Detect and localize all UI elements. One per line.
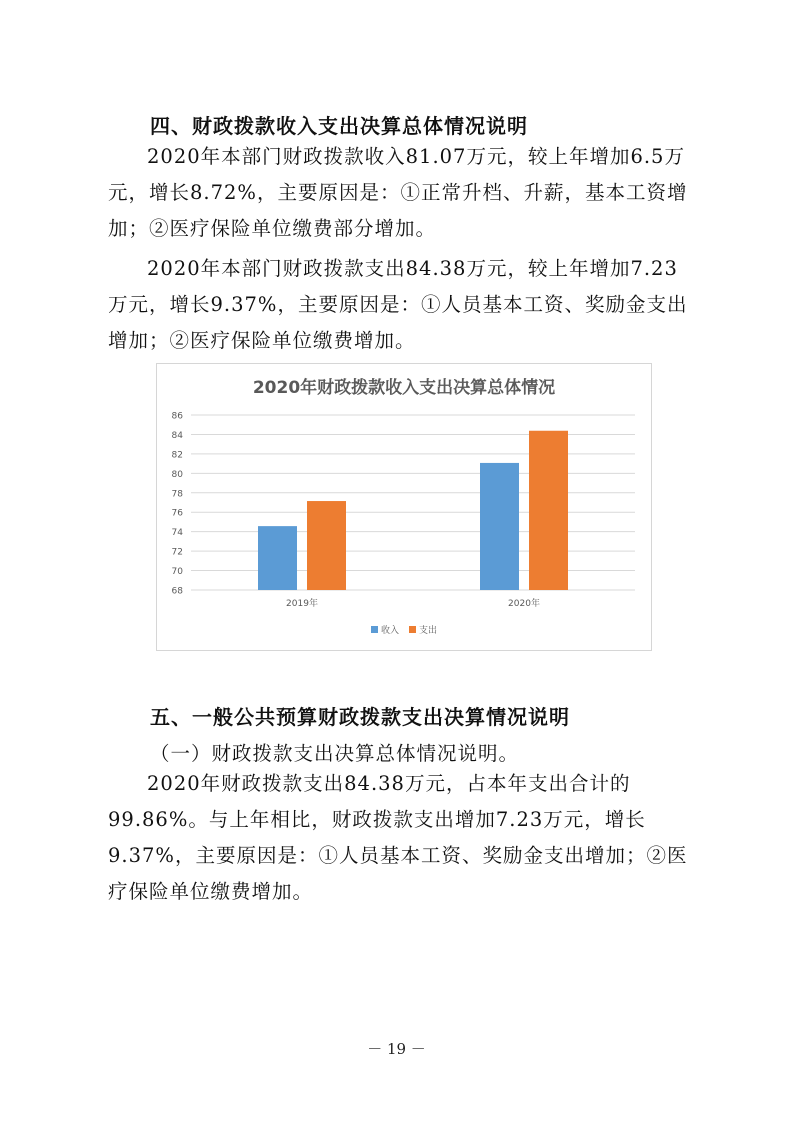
- section5-subheading: （一）财政拨款支出决算总体情况说明。: [150, 742, 520, 765]
- bar-chart: [157, 364, 651, 650]
- bar-支出-2020年: [529, 431, 568, 590]
- bar-支出-2019年: [307, 501, 346, 590]
- chart-bars: [258, 431, 568, 590]
- legend-label: 收入: [381, 626, 400, 636]
- section4-paragraph-expense: 2020年本部门财政拨款支出84.38万元，较上年增加7.23万元，增长9.37%，主要原因是：①人员基本工资、奖励金支出增加；②医疗保险单位缴费增加。: [108, 257, 688, 352]
- chart-title: 2020年财政拨款收入支出决算总体情况: [252, 378, 556, 398]
- y-tick-label: 78: [171, 489, 183, 500]
- chart-container: [156, 363, 652, 651]
- y-tick-label: 80: [171, 469, 183, 480]
- section4-paragraph-income: 2020年本部门财政拨款收入81.07万元，较上年增加6.5万元，增长8.72%，主要原因是：①正常升档、升薪，基本工资增加；②医疗保险单位缴费部分增加。: [108, 145, 688, 240]
- y-tick-label: 68: [171, 586, 183, 597]
- y-tick-label: 70: [171, 567, 183, 578]
- y-tick-label: 84: [171, 430, 183, 441]
- section4-heading: 四、财政拨款收入支出决算总体情况说明: [150, 114, 528, 138]
- section5-heading: 五、一般公共预算财政拨款支出决算情况说明: [150, 705, 570, 729]
- y-tick-label: 72: [171, 547, 183, 558]
- bar-收入-2019年: [258, 526, 297, 590]
- y-tick-label: 82: [171, 450, 183, 461]
- chart-legend: [371, 624, 437, 636]
- legend-label: 支出: [419, 626, 438, 636]
- legend-swatch: [371, 626, 378, 633]
- y-tick-label: 74: [171, 528, 183, 539]
- y-tick-label: 86: [171, 411, 183, 422]
- legend-swatch: [409, 626, 416, 633]
- section5-paragraph: 2020年财政拨款支出84.38万元，占本年支出合计的99.86%。与上年相比，财政拨款支出增加7.23万元，增长9.37%，主要原因是：①人员基本工资、奖励金支出增加；②医疗保险单位缴费增加。: [108, 772, 688, 903]
- y-tick-label: 76: [171, 508, 183, 519]
- chart-gridlines: [191, 415, 635, 590]
- bar-收入-2020年: [480, 463, 519, 590]
- y-axis: [172, 412, 184, 597]
- x-tick-label: 2020年: [508, 599, 540, 609]
- x-axis: [286, 597, 540, 609]
- page-number: － 19 －: [367, 1040, 426, 1058]
- x-tick-label: 2019年: [286, 599, 318, 609]
